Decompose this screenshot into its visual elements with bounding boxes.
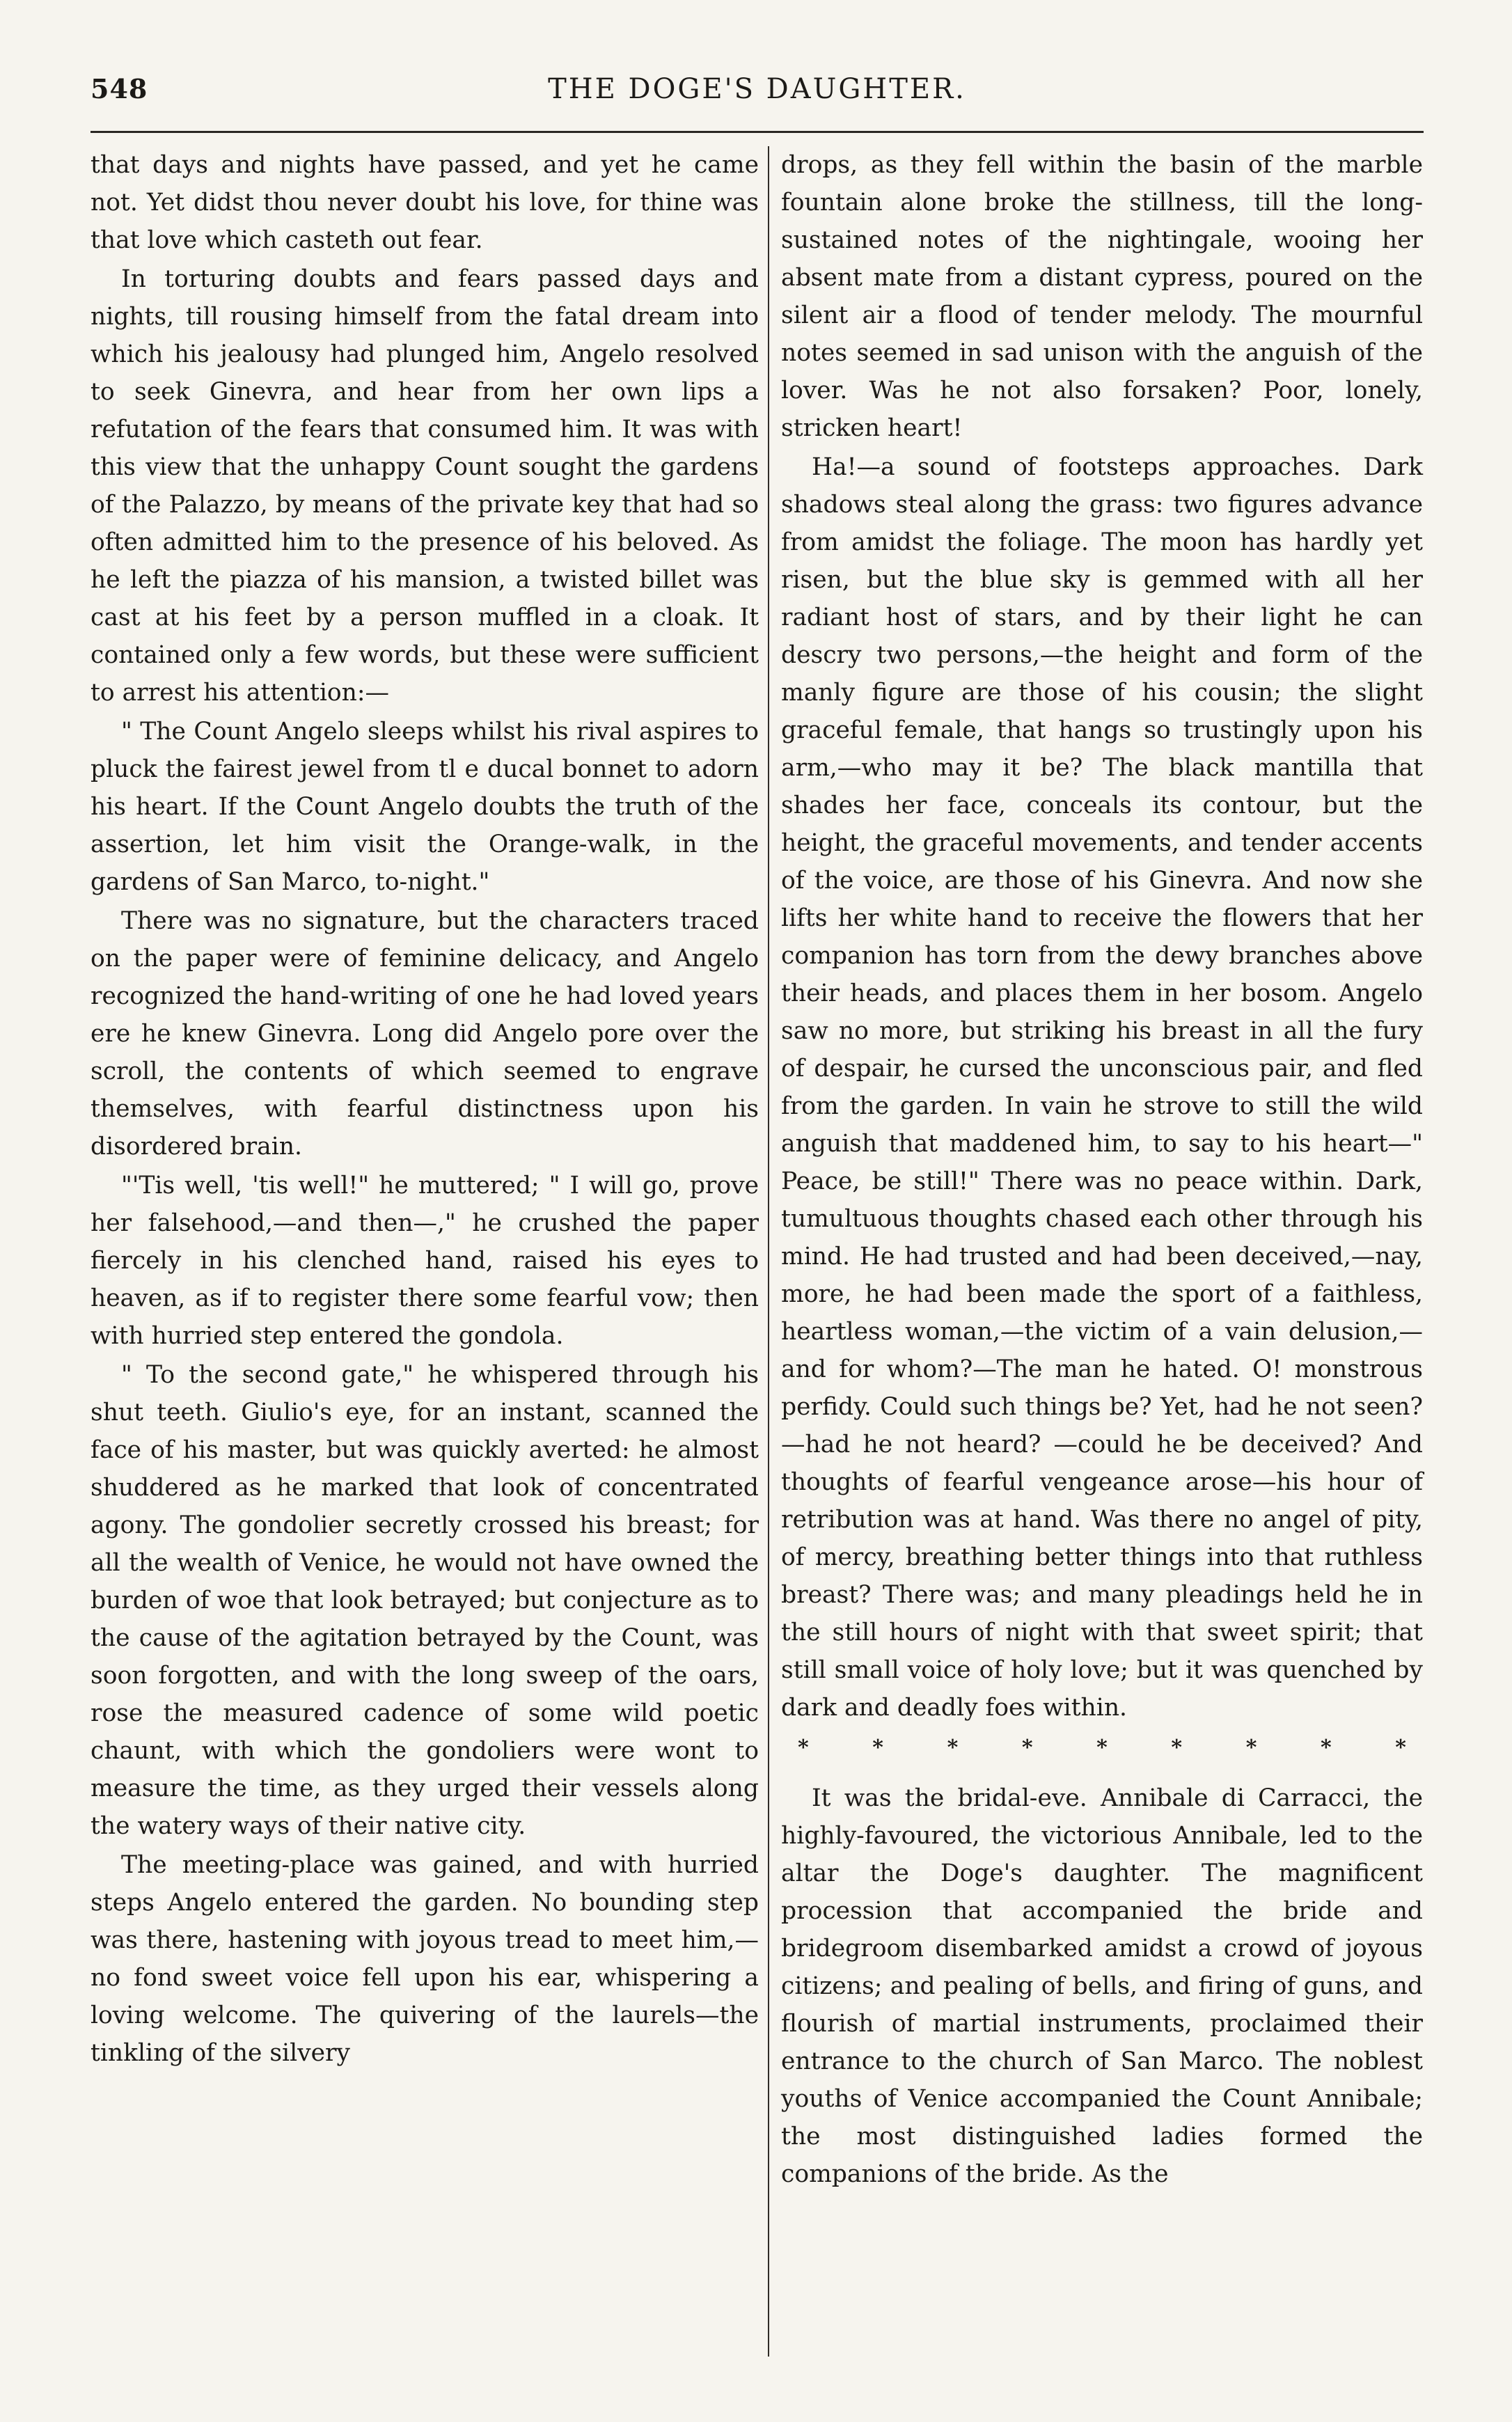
paragraph: drops, as they fell within the basin of the marble fountain alone broke the stillness, till the long-sustained notes of the nightingale, wooing her absent mate from a distant cypress, poured on the silent air a flood of tender melody. The mournful notes seemed in sad unison with the anguish of the lover. Was he not also forsaken? Poor, lonely, stricken heart! (781, 151, 1423, 442)
header-rule (90, 131, 1424, 133)
paragraph: In torturing doubts and fears passed days and nights, till rousing himself from the fatal dream into which his jealousy had plunged him, Angelo resolved to seek Ginevra, and hear from her own lips a refutation of the fears that consumed him. It was with this view that the unhappy Count sought the gardens of the Palazzo, by means of the private key that had so often admitted him to the presence of his beloved. As he left the piazza of his mansion, a twisted billet was cast at his feet by a person muffled in a cloak. It contained only a few words, but these were sufficient to arrest his attention:— (90, 265, 759, 707)
section-break (781, 1731, 1423, 1766)
asterisk: * (1395, 1736, 1406, 1760)
paragraph: Ha!—a sound of footsteps approaches. Dark shadows steal along the grass: two figures advance from amidst the foliage. The moon has hardly yet risen, but the blue sky is gemmed with all her radiant host of stars, and by their light he can descry two persons,—the height and form of the manly figure are those of his cousin; the slight graceful female, that hangs so trustingly upon his arm,—who may it be? The black mantilla that shades her face, conceals its contour, but the height, the graceful movements, and tender accents of the voice, are those of his Ginevra. And now she lifts her white hand to receive the flowers that her companion has torn from the dewy branches above their heads, and places them in her bosom. Angelo saw no more, but striking his breast in all the fury of despair, he cursed the unconscious pair, and fled from the garden. In vain he strove to still the wild anguish that maddened him, to say to his heart—" Peace, be still!" There was no peace within. Dark, tumultuous thoughts chased each other through his mind. He had trusted and had been deceived,—nay, more, he had been made the sport of a faithless, heartless woman,—the victim of a vain delusion,—and for whom?—The man he hated. O! monstrous perfidy. Could such things be? Yet, had he not seen?—had he not heard? —could he be deceived? And thoughts of fearful vengeance arose—his hour of retribution was at hand. Was there no angel of pity, of mercy, breathing better things into that ruthless breast? There was; and many pleadings held he in the still hours of night with that sweet spirit; that still small voice of holy love; but it was quenched by dark and deadly foes within. (781, 453, 1423, 1722)
page-number: 548 (90, 73, 148, 104)
asterisk: * (1096, 1736, 1108, 1760)
asterisk: * (1245, 1736, 1257, 1760)
asterisk: * (798, 1736, 809, 1760)
asterisk: * (872, 1736, 883, 1760)
paragraph: The meeting-place was gained, and with hurried steps Angelo entered the garden. No bounding step was there, hastening with joyous tread to meet him,—no fond sweet voice fell upon his ear, whispering a loving welcome. The quivering of the laurels—the tinkling of the silvery (90, 1851, 759, 2067)
left-column (90, 146, 759, 2072)
paragraph: that days and nights have passed, and yet he came not. Yet didst thou never doubt his love, for thine was that love which casteth out fear. (90, 151, 759, 254)
paragraph: " To the second gate," he whispered through his shut teeth. Giulio's eye, for an instant, scanned the face of his master, but was quickly averted: he almost shuddered as he marked that look of concentrated agony. The gondolier secretly crossed his breast; for all the wealth of Venice, he would not have owned the burden of woe that look betrayed; but conjecture as to the cause of the agitation betrayed by the Count, was soon forgotten, and with the long sweep of the oars, rose the measured cadence of some wild poetic chaunt, with which the gondoliers were wont to measure the time, as they urged their vessels along the watery ways of their native city. (90, 1361, 759, 1840)
asterisk: * (1320, 1736, 1332, 1760)
asterisk: * (947, 1736, 959, 1760)
paragraph: "'Tis well, 'tis well!" he muttered; " I will go, prove her falsehood,—and then—," he crushed the paper fiercely in his clenched hand, raised his eyes to heaven, as if to register there some fearful vow; then with hurried step entered the gondola. (90, 1172, 759, 1350)
running-title: THE DOGE'S DAUGHTER. (548, 73, 966, 105)
paragraph: " The Count Angelo sleeps whilst his rival aspires to pluck the fairest jewel from tl e ducal bonnet to adorn his heart. If the Count Angelo doubts the truth of the assertion, let him visit the Orange-walk, in the gardens of San Marco, to-night." (90, 718, 759, 896)
paragraph: There was no signature, but the characters traced on the paper were of feminine delicacy, and Angelo recognized the hand-writing of one he had loved years ere he knew Ginevra. Long did Angelo pore over the scroll, the contents of which seemed to engrave themselves, with fearful distinctness upon his disordered brain. (90, 907, 759, 1161)
asterisk: * (1171, 1736, 1183, 1760)
column-divider (768, 146, 769, 2357)
page-header (90, 73, 1424, 115)
asterisk: * (1021, 1736, 1033, 1760)
right-column (781, 146, 1423, 2193)
paragraph: It was the bridal-eve. Annibale di Carracci, the highly-favoured, the victorious Annibale, led to the altar the Doge's daughter. The magnificent procession that accompanied the bride and bridegroom disembarked amidst a crowd of joyous citizens; and pealing of bells, and firing of guns, and flourish of martial instruments, proclaimed their entrance to the church of San Marco. The noblest youths of Venice accompanied the Count Annibale; the most distinguished ladies formed the companions of the bride. As the (781, 1784, 1423, 2188)
